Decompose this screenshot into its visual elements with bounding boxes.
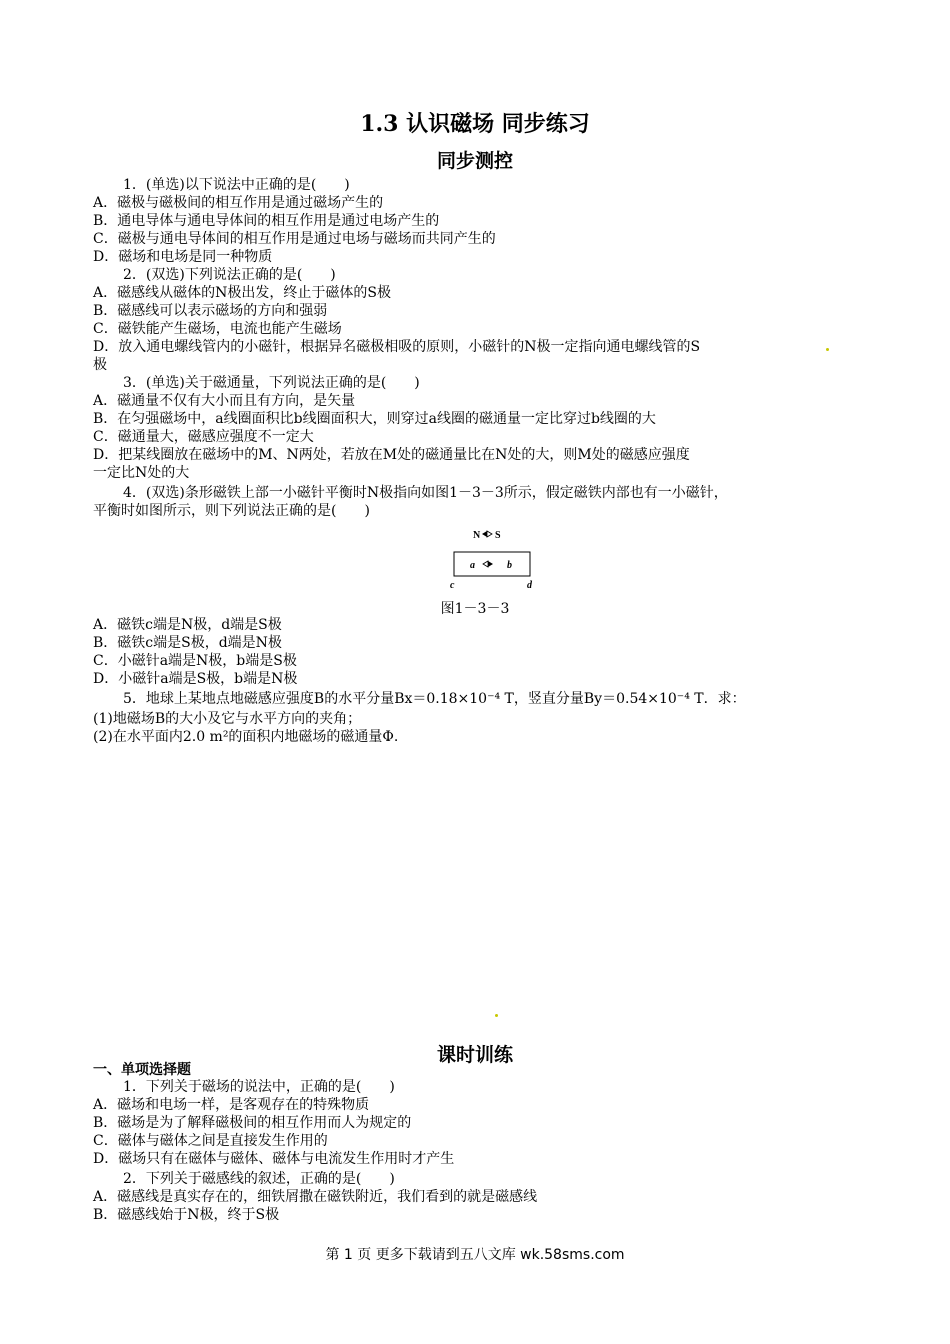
figure-inner-b-label: b	[507, 560, 512, 571]
s2q1-option-b: B．磁场是为了解释磁极间的相互作用而人为规定的	[93, 1115, 412, 1131]
compass-needle-left-icon	[482, 531, 487, 537]
figure-corner-c-label: c	[450, 580, 455, 591]
q1-option-b: B．通电导体与通电导体间的相互作用是通过电场产生的	[93, 213, 440, 229]
magnet-figure	[445, 528, 545, 598]
q4-stem-line1: 4．(双选)条形磁铁上部一小磁针平衡时N极指向如图1－3－3所示，假定磁铁内部也有一小磁针，	[123, 485, 728, 501]
q4-option-d: D．小磁针a端是S极，b端是N极	[93, 671, 298, 687]
figure-caption: 图1－3－3	[440, 601, 510, 617]
q4-option-c: C．小磁针a端是N极，b端是S极	[93, 653, 297, 669]
q2-option-d-line2: 极	[93, 357, 107, 373]
q3-option-d-line1: D．把某线圈放在磁场中的M、N两处，若放在M处的磁通量比在N处的大，则M处的磁感应强度	[93, 447, 690, 463]
q2-option-b: B．磁感线可以表示磁场的方向和强弱	[93, 303, 328, 319]
q2-option-d-line1: D．放入通电螺线管内的小磁针，根据异名磁极相吸的原则，小磁针的N极一定指向通电螺线管的S	[93, 339, 701, 355]
figure-corner-d-label: d	[527, 580, 532, 591]
q5-part2: (2)在水平面内2.0 m²的面积内地磁场的磁通量Φ.	[93, 729, 399, 745]
q2-stem: 2．(双选)下列说法正确的是( )	[123, 267, 336, 283]
figure-top-s-label: S	[495, 530, 501, 541]
q3-option-b: B．在匀强磁场中，a线圈面积比b线圈面积大，则穿过a线圈的磁通量一定比穿过b线圈的大	[93, 411, 656, 427]
q4-stem-line2: 平衡时如图所示，则下列说法正确的是( )	[93, 503, 370, 519]
figure-top-n-label: N	[473, 530, 481, 541]
q4-option-a: A．磁铁c端是N极，d端是S极	[93, 617, 282, 633]
s2q2-stem: 2．下列关于磁感线的叙述，正确的是( )	[123, 1171, 395, 1187]
q3-option-c: C．磁通量大，磁感应强度不一定大	[93, 429, 314, 445]
s2q2-option-a: A．磁感线是真实存在的，细铁屑撒在磁铁附近，我们看到的就是磁感线	[93, 1189, 538, 1205]
q5-part1: (1)地磁场B的大小及它与水平方向的夹角；	[93, 711, 362, 727]
figure-inner-a-label: a	[470, 560, 475, 571]
stray-dot	[826, 348, 829, 351]
q2-option-a: A．磁感线从磁体的N极出发，终止于磁体的S极	[93, 285, 391, 301]
q1-stem: 1．(单选)以下说法中正确的是( )	[123, 177, 350, 193]
stray-dot	[495, 1014, 498, 1017]
q5-stem: 5．地球上某地点地磁感应强度B的水平分量Bx＝0.18×10⁻⁴ T，竖直分量By＝0.54×10⁻⁴ T．求：	[123, 691, 746, 707]
q1-option-c: C．磁极与通电导体间的相互作用是通过电场与磁场而共同产生的	[93, 231, 496, 247]
q4-option-b: B．磁铁c端是S极，d端是N极	[93, 635, 282, 651]
section-title-training: 课时训练	[436, 1044, 513, 1066]
section-title-sync: 同步测控	[436, 150, 513, 172]
q1-option-a: A．磁极与磁极间的相互作用是通过磁场产生的	[93, 195, 384, 211]
s2q2-option-b: B．磁感线始于N极，终于S极	[93, 1207, 280, 1223]
compass-needle-right-icon	[487, 531, 492, 537]
s2q1-option-a: A．磁场和电场一样，是客观存在的特殊物质	[93, 1097, 370, 1113]
q3-stem: 3．(单选)关于磁通量，下列说法正确的是( )	[123, 375, 420, 391]
q3-option-a: A．磁通量不仅有大小而且有方向，是矢量	[93, 393, 356, 409]
q3-option-d-line2: 一定比N处的大	[93, 465, 190, 481]
s2q1-stem: 1．下列关于磁场的说法中，正确的是( )	[123, 1079, 395, 1095]
q2-option-c: C．磁铁能产生磁场，电流也能产生磁场	[93, 321, 342, 337]
page-title: 1.3 认识磁场 同步练习	[360, 111, 590, 137]
section2-heading: 一、单项选择题	[93, 1062, 191, 1078]
q1-option-d: D．磁场和电场是同一种物质	[93, 249, 273, 265]
s2q1-option-d: D．磁场只有在磁体与磁体、磁体与电流发生作用时才产生	[93, 1151, 455, 1167]
s2q1-option-c: C．磁体与磁体之间是直接发生作用的	[93, 1133, 328, 1149]
page-footer: 第 1 页 更多下载请到五八文库 wk.58sms.com	[325, 1247, 625, 1263]
